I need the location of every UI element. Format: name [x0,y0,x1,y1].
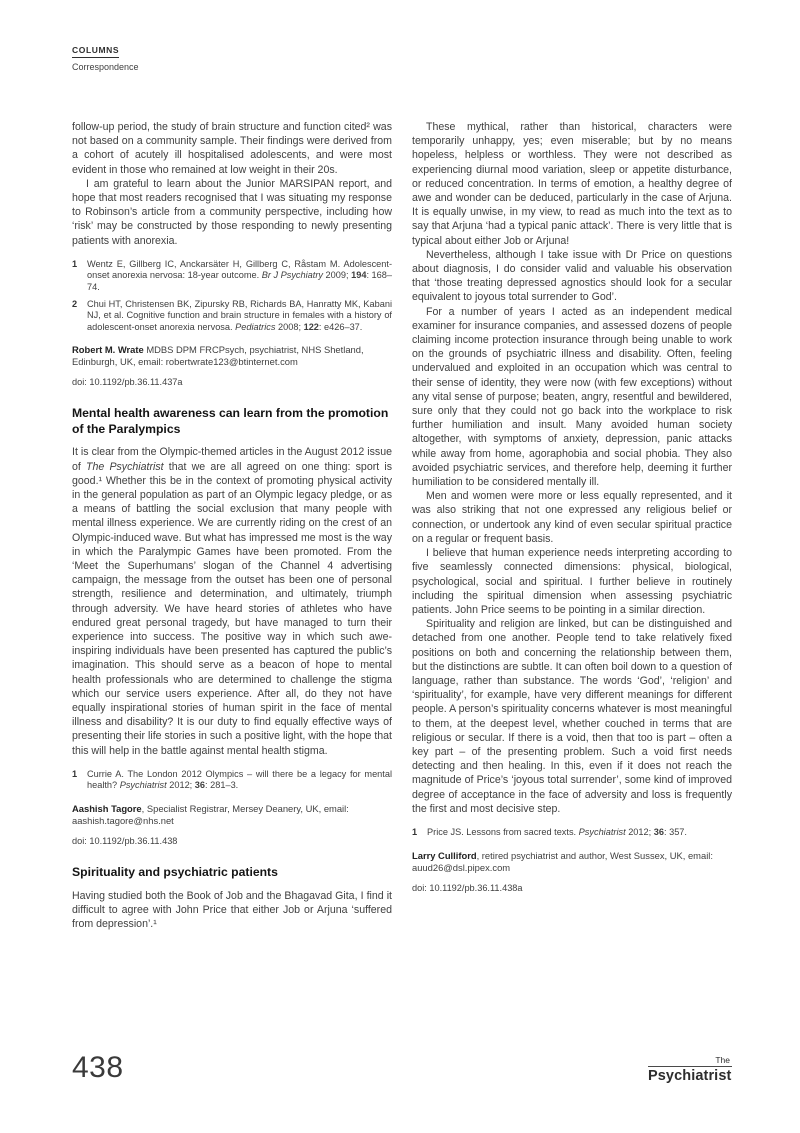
paragraph: I believe that human experience needs interpreting according to five seamlessly connected dimensions: physical, biological, psychological, social and spiritual. I further believe in routinely including the spiritual dimension when assessing psychiatric patients. John Price seems to be pointing in a similar direction. [412,547,732,616]
reference-text: Chui HT, Christensen BK, Zipursky RB, Richards BA, Hanratty MK, Kabani NJ, et al. Cognitive function and brain structure in females with a history of adolescent-onset anorexia nervosa. Pediatrics 2008; 122: e426–37. [87,298,392,332]
journal-logo-the: The [715,1055,730,1065]
reference-number: 1 [412,826,418,837]
paragraph: For a number of years I acted as an independent medical examiner for insurance companies, and assessed dozens of people claiming income protection insurance through being unable to work on the grounds of psychiatric illness and disability. Often, feeling undervalued and exploited in an occupation which was central to their sense of identity, they were now (with few exceptions) without any vital sense of purpose; beaten, angry, resentful and bewildered, sure only that they could not go back into the workplace to risk further humiliation and insult. Many avoided human society altogether, with symptoms of anxiety, depression, panic attacks while away from home, agoraphobia and social phobia. They also avoided psychiatric services, and therefore help, deeming it further humiliation to be considered mentally ill. [412,305,732,489]
letter-title: Spirituality and psychiatric patients [72,865,278,880]
reference-item [72,259,392,294]
reference-item [412,827,732,839]
reference-number: 1 [72,258,78,269]
doi-line: doi: 10.1192/pb.36.11.437a [72,377,183,388]
right-column [412,120,732,931]
doi-line: doi: 10.1192/pb.36.11.438a [412,882,523,893]
paragraph: Nevertheless, although I take issue with Dr Price on questions about diagnosis, I do consider valid and valuable his observation that ‘those treating depressed agnostics should look for a secular equivalent to joyous total surrender to God’. [412,248,732,304]
author-line: Larry Culliford, retired psychiatrist and author, West Sussex, UK, email: auud26@dsl.pipex.com [412,849,713,873]
author-line: Aashish Tagore, Specialist Registrar, Mersey Deanery, UK, email: aashish.tagore@nhs.net [72,803,349,827]
paragraph: Spirituality and religion are linked, but can be distinguished and detached from one another. People tend to take relatively fixed positions on both and concerning the relationship between them, but the distinctions are subtle. It can often boil down to a question of language, rather than substance. The words ‘God’, ‘religion’ and ‘spirituality’, for example, have very different meanings for different people. A person’s spirituality concerns whatever is most meaningful to them, at the deepest level, whether couched in terms that are religious or secular. If there is a void, then that too is part – often a key part – of the presenting problem. Such a void first needs detecting and then healing. In this, even if it does not reach the magnitude of Price’s ‘joyous total surrender’, some kind of improved degree of acceptance in the face of adversity and loss is frequently the first and most decisive step. [412,618,732,815]
left-column [72,120,392,931]
reference-list [72,769,392,792]
doi-line: doi: 10.1192/pb.36.11.438 [72,836,178,847]
reference-list [72,259,392,334]
page-number: 438 [72,1051,124,1084]
reference-text: Currie A. The London 2012 Olympics – will there be a legacy for mental health? Psychiatrist 2012; 36: 281–3. [87,768,392,791]
columns-label: COLUMNS [72,45,119,58]
paragraph: Having studied both the Book of Job and the Bhagavad Gita, I find it difficult to agree with John Price that either Job or Arjuna ‘suffered from depression’.¹ [72,889,392,930]
reference-number: 1 [72,768,78,779]
reference-item [72,299,392,334]
section-label: Correspondence [72,62,139,72]
reference-item [72,769,392,792]
letter-title: Mental health awareness can learn from the promotion of the Paralympics [72,406,389,436]
journal-logo [648,1056,732,1085]
reference-text: Wentz E, Gillberg IC, Anckarsäter H, Gillberg C, Råstam M. Adolescent-onset anorexia nervosa: 18-year outcome. Br J Psychiatry 2009; 194: 168–74. [87,258,392,293]
journal-logo-name: Psychiatrist [648,1067,732,1084]
content-columns [72,120,732,931]
paragraph: These mythical, rather than historical, characters were temporarily unhappy, yes; even miserable; but by no means hopeless, helpless or worthless. They were not described as experiencing diurnal mood variation, sleep or appetite disturbance, or reduced concentration. In terms of emotion, a healthy degree of awe and wonder can be deduced, particularly in the case of Arjuna. It is equally unwise, in my view, to read as much into the text as to say that Arjuna ‘had a typical panic attack’. There is very little that is typical about either Job or Arjuna! [412,121,732,247]
reference-number: 2 [72,298,78,309]
author-line: Robert M. Wrate MDBS DPM FRCPsych, psychiatrist, NHS Shetland, Edinburgh, UK, email: robertwrate123@btinternet.com [72,344,364,368]
paragraph: Men and women were more or less equally represented, and it was also striking that not one expressed any religious belief or connection, or undertook any kind of even secular spiritual practice on a regular or frequent basis. [412,490,732,545]
masthead [72,40,139,72]
paragraph: It is clear from the Olympic-themed articles in the August 2012 issue of The Psychiatrist that we are all agreed on one thing: sport is good.¹ Whether this be in the context of promoting physical activity in the general population as part of an Olympic legacy pledge, or as a means of battling the social exclusion that many people with mental illness experience. We are currently riding on the crest of an Olympic-induced wave. But what has impressed me most is the way in which the Paralympic Games have been promoted. From the ‘Meet the Superhumans’ slogan of the Channel 4 advertising campaign, the message from the outset has been one of personal strength, resilience and determination, and ultimately, triumph through adversity. We have heard stories of athletes who have endured great personal tragedy, but have managed to turn their experience into success. The positive way in which such awe-inspiring individuals have been presented has captured the public’s imagination. This should serve as a beacon of hope to mental health professionals who are determined to challenge the stigma which our service users experience. After all, do they not have equally inspirational stories of human spirit in the face of mental illness and disability? It is our duty to find equally effective ways of presenting their life stories in such a positive light, with the hope that this will help in the battle against mental health stigma. [72,446,393,757]
reference-text: Price JS. Lessons from sacred texts. Psychiatrist 2012; 36: 357. [427,826,687,837]
paragraph: follow-up period, the study of brain structure and function cited² was not based on a community sample. Their findings were derived from a cohort of acutely ill hospitalised adolescents, and were most evident in those who remained at low weight in their 20s. [72,121,392,176]
reference-list [412,827,732,839]
paragraph: I am grateful to learn about the Junior MARSIPAN report, and hope that most readers recognised that I was situating my response to Robinson’s article from a community perspective, including how ‘risk’ may be constructed by those responding to newly presenting patients with anorexia. [72,177,392,247]
